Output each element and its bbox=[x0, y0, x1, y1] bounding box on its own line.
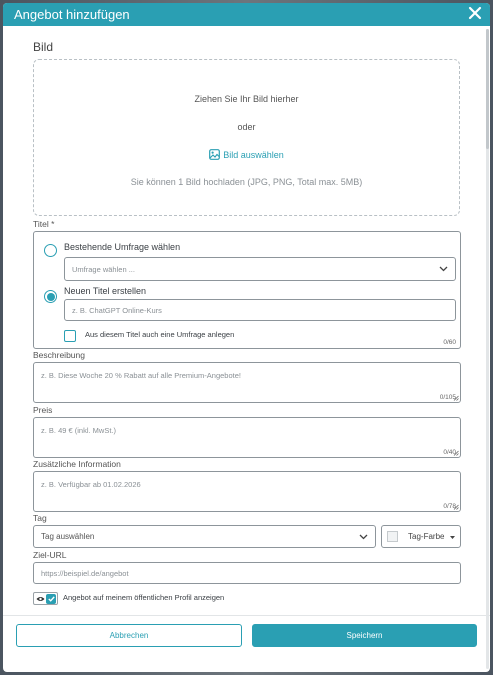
titel-label: Titel * bbox=[33, 219, 55, 229]
chevron-down-icon bbox=[359, 534, 368, 540]
save-button[interactable]: Speichern bbox=[252, 624, 477, 647]
also-survey-label[interactable]: Aus diesem Titel auch eine Umfrage anlegen bbox=[85, 330, 235, 339]
tag-color-picker[interactable] bbox=[381, 525, 461, 548]
public-profile-checkbox[interactable] bbox=[46, 594, 56, 604]
resize-handle-icon[interactable] bbox=[453, 504, 459, 510]
price-placeholder: z. B. 49 € (inkl. MwSt.) bbox=[41, 426, 117, 435]
new-title-radio[interactable] bbox=[44, 290, 57, 303]
resize-handle-icon[interactable] bbox=[453, 450, 459, 456]
tag-label: Tag bbox=[33, 513, 47, 523]
dropzone-drag-text: Ziehen Sie Ihr Bild hierher bbox=[194, 94, 299, 104]
additional-info-textarea[interactable] bbox=[33, 471, 461, 512]
tag-select-placeholder: Tag auswählen bbox=[41, 532, 95, 541]
check-icon bbox=[48, 596, 55, 602]
price-counter: 0/40 bbox=[443, 449, 456, 456]
additional-info-placeholder: z. B. Verfügbar ab 01.02.2026 bbox=[41, 480, 141, 489]
ziel-url-label: Ziel-URL bbox=[33, 550, 67, 560]
caret-down-icon bbox=[450, 536, 455, 539]
title-input-placeholder: z. B. ChatGPT Online-Kurs bbox=[72, 306, 162, 315]
existing-survey-option-label[interactable]: Bestehende Umfrage wählen bbox=[64, 242, 181, 252]
dialog-titlebar bbox=[3, 3, 490, 26]
bild-label: Bild bbox=[33, 40, 54, 54]
image-icon bbox=[209, 149, 220, 160]
additional-info-counter: 0/78 bbox=[443, 503, 456, 510]
cancel-button[interactable]: Abbrechen bbox=[16, 624, 242, 647]
select-image-link[interactable] bbox=[34, 149, 459, 160]
target-url-input[interactable] bbox=[33, 562, 461, 584]
eye-icon bbox=[36, 596, 45, 602]
dropzone-or-text: oder bbox=[237, 122, 256, 132]
target-url-placeholder: https://beispiel.de/angebot bbox=[41, 569, 129, 578]
public-profile-label[interactable]: Angebot auf meinem öffentlichen Profil anzeigen bbox=[63, 593, 225, 602]
dialog-scrollbar[interactable] bbox=[486, 29, 489, 669]
tag-color-label: Tag-Farbe bbox=[408, 532, 445, 541]
beschreibung-label: Beschreibung bbox=[33, 350, 85, 360]
add-offer-dialog bbox=[3, 3, 490, 672]
dropzone-hint: Sie können 1 Bild hochladen (JPG, PNG, Total max. 5MB) bbox=[130, 177, 363, 187]
title-group bbox=[33, 231, 461, 349]
also-survey-checkbox[interactable] bbox=[64, 330, 76, 342]
zusatz-label: Zusätzliche Information bbox=[33, 459, 121, 469]
survey-select[interactable] bbox=[64, 257, 456, 281]
dialog-title: Angebot hinzufügen bbox=[14, 7, 130, 22]
tag-select[interactable] bbox=[33, 525, 376, 548]
description-placeholder: z. B. Diese Woche 20 % Rabatt auf alle Premium-Angebote! bbox=[41, 371, 241, 380]
visibility-toggle[interactable] bbox=[33, 592, 58, 605]
image-dropzone[interactable] bbox=[33, 59, 460, 216]
preis-label: Preis bbox=[33, 405, 53, 415]
select-image-label[interactable]: Bild auswählen bbox=[223, 150, 284, 160]
footer-divider bbox=[3, 615, 490, 616]
scrollbar-thumb[interactable] bbox=[486, 29, 489, 149]
new-title-option-label[interactable]: Neuen Titel erstellen bbox=[64, 286, 147, 296]
survey-select-placeholder: Umfrage wählen ... bbox=[72, 265, 135, 274]
price-textarea[interactable] bbox=[33, 417, 461, 458]
existing-survey-radio[interactable] bbox=[44, 244, 57, 257]
title-input[interactable] bbox=[64, 299, 456, 321]
description-textarea[interactable] bbox=[33, 362, 461, 403]
description-counter: 0/105 bbox=[439, 394, 456, 401]
close-icon[interactable] bbox=[466, 4, 484, 22]
title-counter: 0/60 bbox=[443, 339, 456, 346]
color-swatch bbox=[387, 531, 398, 542]
resize-handle-icon[interactable] bbox=[453, 395, 459, 401]
chevron-down-icon bbox=[439, 266, 448, 272]
